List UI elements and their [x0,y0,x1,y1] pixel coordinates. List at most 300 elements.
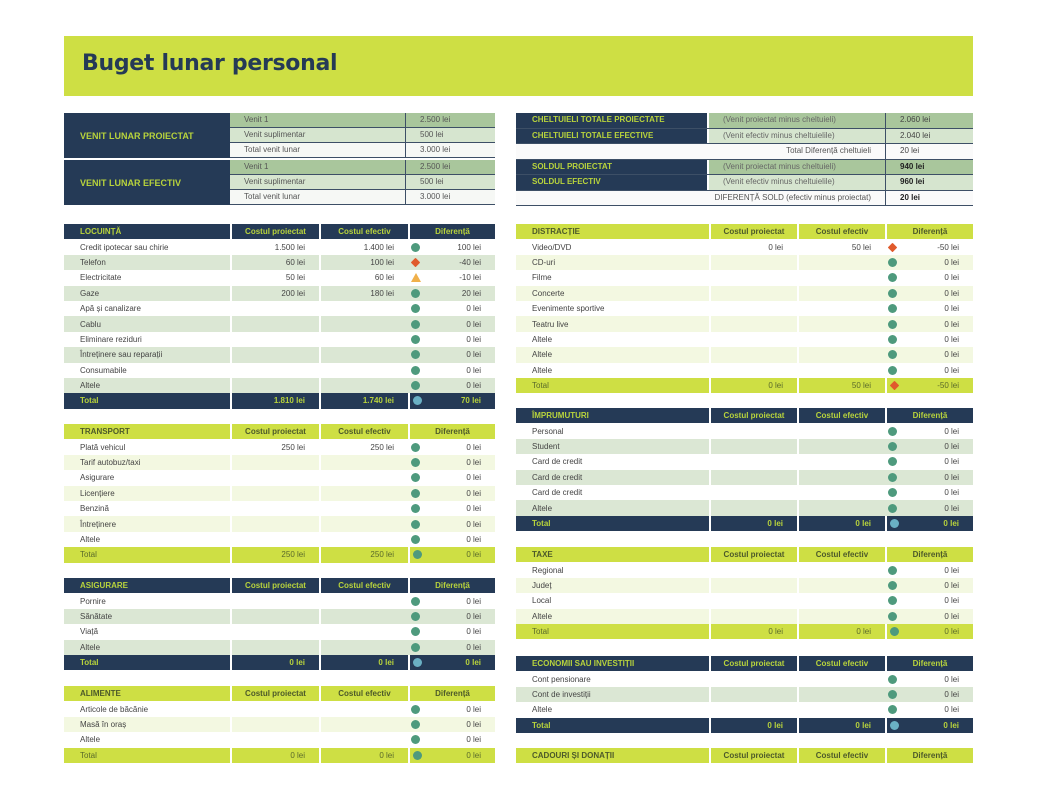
expense-row [64,301,495,316]
projected-cost-cell[interactable]: 60 lei [230,255,319,270]
difference-value: 0 lei [944,488,959,498]
actual-cost-cell[interactable] [319,624,408,639]
difference-value: 0 lei [944,304,959,314]
column-header-projected: Costul proiectat [230,578,319,593]
expense-name: Electricitate [80,273,122,283]
expense-name: Cablu [80,319,101,329]
difference-value: 0 lei [944,457,959,467]
actual-cost-cell[interactable] [319,593,408,608]
projected-cost-cell[interactable] [230,624,319,639]
status-ok-icon [890,627,899,636]
status-ok-icon [411,320,420,329]
difference-value: 0 lei [944,472,959,482]
actual-cost-cell[interactable] [797,316,885,331]
category-alimente [64,686,495,763]
expense-row [64,455,495,470]
status-ok-icon [888,705,897,714]
status-ok-icon [888,304,897,313]
actual-cost-cell[interactable] [797,500,885,515]
expense-name: Județ [532,580,552,590]
difference-value: 0 lei [944,273,959,283]
actual-cost-cell[interactable] [797,593,885,608]
expense-name: Plată vehicul [80,442,126,452]
expense-name: Benzină [80,504,109,514]
projected-cost-cell[interactable] [709,347,797,362]
difference-value: 0 lei [466,534,481,544]
total-actual: 1.740 lei [319,393,408,408]
projected-cost-cell[interactable] [709,609,797,624]
status-ok-icon [411,612,420,621]
projected-cost-cell[interactable] [230,363,319,378]
expense-row [516,239,973,254]
difference-value: 0 lei [466,365,481,375]
expense-summary [516,113,973,206]
column-header-actual: Costul efectiv [319,424,408,439]
column-header-projected: Costul proiectat [709,408,797,423]
projected-cost-cell[interactable] [709,671,797,686]
expense-name: Altele [532,503,553,513]
actual-cost-cell[interactable] [319,501,408,516]
status-ok-icon [890,721,899,730]
projected-cost-cell[interactable] [230,532,319,547]
status-ok-icon [411,735,420,744]
difference-value: 0 lei [466,642,481,652]
total-label: Total [532,720,551,730]
status-ok-icon [411,243,420,252]
projected-cost-cell[interactable] [709,454,797,469]
actual-cost-cell[interactable] [797,270,885,285]
status-ok-icon [888,273,897,282]
column-header-actual: Costul efectiv [797,547,885,562]
projected-cost-cell[interactable] [230,332,319,347]
expense-name: Întreținere [80,519,117,529]
expense-row [516,470,973,485]
summary-note: (Venit efectiv minus cheltuielile) [709,129,886,144]
actual-cost-cell[interactable]: 180 lei [319,286,408,301]
column-header-actual: Costul efectiv [319,686,408,701]
category-title: CADOURI ȘI DONAȚII [532,751,615,761]
column-header-diff: Diferență [408,578,495,593]
status-ok-icon [411,381,420,390]
difference-value: -50 lei [937,242,959,252]
projected-cost-cell[interactable] [709,500,797,515]
actual-cost-cell[interactable] [797,363,885,378]
total-actual: 250 lei [319,547,408,562]
status-ok-icon [888,289,897,298]
projected-cost-cell[interactable] [230,455,319,470]
expense-row [64,363,495,378]
expense-row [64,516,495,531]
difference-value: 0 lei [944,319,959,329]
difference-value: 0 lei [466,519,481,529]
difference-value: 0 lei [944,674,959,684]
projected-cost-cell[interactable] [709,363,797,378]
summary-note: (Venit proiectat minus cheltuieli) [709,113,886,128]
expense-name: Sănătate [80,611,113,621]
status-warn-icon [411,273,421,282]
actual-cost-cell[interactable] [319,640,408,655]
expense-row [64,732,495,747]
status-ok-icon [411,458,420,467]
status-ok-icon [888,488,897,497]
column-header-actual: Costul efectiv [319,224,408,239]
category-header [64,578,495,593]
summary-label: CHELTUIELI TOTALE EFECTIVE [516,129,709,144]
difference-value: 0 lei [466,504,481,514]
actual-cost-cell[interactable] [797,286,885,301]
difference-value: 0 lei [944,350,959,360]
expense-row [64,470,495,485]
actual-cost-cell[interactable] [797,423,885,438]
projected-cost-cell[interactable] [230,486,319,501]
status-ok-icon [413,396,422,405]
actual-cost-cell[interactable] [319,378,408,393]
projected-cost-cell[interactable] [709,485,797,500]
income-label: Total venit lunar [230,143,406,157]
actual-cost-cell[interactable]: 1.400 lei [319,239,408,254]
status-ok-icon [411,597,420,606]
difference-value: 0 lei [944,288,959,298]
expense-name: Consumabile [80,365,127,375]
income-value[interactable]: 500 lei [420,130,444,139]
income-value[interactable]: 2.500 lei [420,162,451,171]
projected-cost-cell[interactable] [709,702,797,717]
actual-cost-cell[interactable] [797,609,885,624]
category-header [64,224,495,239]
status-ok-icon [411,720,420,729]
expense-row [516,454,973,469]
projected-cost-cell[interactable] [709,562,797,577]
actual-cost-cell[interactable] [319,470,408,485]
actual-cost-cell[interactable] [319,532,408,547]
projected-cost-cell[interactable] [709,687,797,702]
income-value[interactable]: 500 lei [420,177,444,186]
status-ok-icon [411,350,420,359]
total-difference: 70 lei [460,396,481,406]
column-header-actual: Costul efectiv [797,656,885,671]
actual-cost-cell[interactable] [319,717,408,732]
expense-row [516,500,973,515]
actual-cost-cell[interactable] [797,470,885,485]
projected-cost-cell[interactable] [230,470,319,485]
expense-name: Altele [532,334,553,344]
column-header-diff: Diferență [408,224,495,239]
category-distractie [516,224,973,393]
income-row [230,113,495,128]
projected-cost-cell[interactable] [230,378,319,393]
difference-value: 0 lei [466,596,481,606]
actual-cost-cell[interactable] [319,701,408,716]
status-ok-icon [888,690,897,699]
actual-cost-cell[interactable] [797,578,885,593]
total-projected: 0 lei [230,748,319,763]
expense-row [516,485,973,500]
expense-row [64,347,495,362]
expense-row [64,378,495,393]
column-header-diff: Diferență [408,424,495,439]
actual-cost-cell[interactable] [797,439,885,454]
column-header-projected: Costul proiectat [709,224,797,239]
column-header-diff: Diferență [885,547,973,562]
total-projected: 0 lei [230,655,319,670]
total-actual: 0 lei [797,718,885,733]
projected-cost-cell[interactable]: 50 lei [230,270,319,285]
difference-value: -40 lei [459,257,481,267]
expense-row [516,687,973,702]
total-row [64,547,495,562]
expense-name: Concerte [532,288,565,298]
column-header-diff: Diferență [885,656,973,671]
total-label: Total [532,518,551,528]
status-ok-icon [411,473,420,482]
expense-row [516,562,973,577]
expense-row [64,609,495,624]
difference-value: 0 lei [466,719,481,729]
expense-row [64,239,495,254]
projected-cost-cell[interactable] [709,439,797,454]
actual-cost-cell[interactable] [797,255,885,270]
total-projected: 250 lei [230,547,319,562]
projected-cost-cell[interactable] [709,578,797,593]
projected-cost-cell[interactable] [230,516,319,531]
actual-cost-cell[interactable] [319,609,408,624]
status-ok-icon [411,535,420,544]
category-economii [516,656,973,733]
actual-cost-cell[interactable] [319,332,408,347]
column-header-diff: Diferență [885,748,973,763]
actual-cost-cell[interactable] [797,301,885,316]
total-row [516,718,973,733]
difference-value: 0 lei [944,334,959,344]
status-ok-icon [888,366,897,375]
difference-value: 0 lei [944,705,959,715]
expense-row [64,701,495,716]
total-row [64,655,495,670]
summary-row [516,129,973,145]
difference-value: 0 lei [944,580,959,590]
income-row [230,143,495,158]
projected-cost-cell[interactable] [230,501,319,516]
column-header-actual: Costul efectiv [319,578,408,593]
status-ok-icon [411,643,420,652]
expense-name: Card de credit [532,488,583,498]
category-title: LOCUINȚĂ [80,227,122,237]
total-row [516,516,973,531]
expense-name: Masă în oraș [80,719,127,729]
actual-cost-cell[interactable] [319,486,408,501]
total-actual: 50 lei [797,378,885,393]
projected-cost-cell[interactable] [709,332,797,347]
income-label: Venit suplimentar [230,128,406,142]
status-ok-icon [413,751,422,760]
expense-name: Apă și canalizare [80,304,141,314]
actual-cost-cell[interactable] [797,702,885,717]
status-ok-icon [411,705,420,714]
title-bar [64,36,973,96]
projected-cost-cell[interactable] [709,593,797,608]
column-header-projected: Costul proiectat [230,424,319,439]
status-ok-icon [411,366,420,375]
total-difference: 0 lei [465,658,481,668]
category-title: ÎMPRUMUTURI [532,411,589,421]
expense-name: Altele [80,642,101,652]
column-header-diff: Diferență [885,408,973,423]
projected-cost-cell[interactable] [709,470,797,485]
total-actual: 0 lei [319,655,408,670]
total-projected: 0 lei [709,624,797,639]
status-ok-icon [888,442,897,451]
expense-row [64,593,495,608]
difference-value: -10 lei [459,273,481,283]
actual-cost-cell[interactable]: 100 lei [319,255,408,270]
status-ok-icon [888,504,897,513]
total-row [516,624,973,639]
actual-cost-cell[interactable] [797,687,885,702]
actual-cost-cell[interactable] [797,347,885,362]
actual-cost-cell[interactable] [797,454,885,469]
total-difference: 0 lei [943,518,959,528]
difference-value: 20 lei [461,288,481,298]
column-header-projected: Costul proiectat [709,748,797,763]
summary-row [516,160,973,176]
actual-cost-cell[interactable]: 250 lei [319,439,408,454]
actual-cost-cell[interactable] [319,363,408,378]
total-label: Total [532,381,549,391]
expense-row [64,486,495,501]
expense-name: Pornire [80,596,106,606]
projected-cost-cell[interactable] [230,316,319,331]
category-taxe [516,547,973,639]
total-actual: 0 lei [797,516,885,531]
status-ok-icon [888,335,897,344]
category-asigurare [64,578,495,670]
projected-cost-cell[interactable] [230,717,319,732]
category-title: ECONOMII SAU INVESTIȚII [532,659,635,669]
projected-cost-cell[interactable] [230,732,319,747]
category-header [516,656,973,671]
actual-cost-cell[interactable] [797,332,885,347]
projected-cost-cell[interactable] [230,301,319,316]
projected-cost-cell[interactable] [709,423,797,438]
difference-value: 0 lei [466,457,481,467]
status-ok-icon [411,627,420,636]
expense-name: Asigurare [80,473,115,483]
status-ok-icon [888,457,897,466]
difference-value: 100 lei [457,242,481,252]
category-header [516,547,973,562]
projected-cost-cell[interactable]: 200 lei [230,286,319,301]
expense-name: Teatru live [532,319,569,329]
projected-cost-cell[interactable] [230,347,319,362]
category-header [64,686,495,701]
difference-value: 0 lei [466,350,481,360]
income-value: 3.000 lei [420,192,451,201]
actual-cost-cell[interactable] [319,455,408,470]
projected-cost-cell[interactable] [709,286,797,301]
projected-cost-cell[interactable]: 1.500 lei [230,239,319,254]
summary-label: DIFERENȚĂ SOLD (efectiv minus proiectat) [516,191,886,206]
total-projected: 0 lei [709,718,797,733]
total-difference: 0 lei [943,720,959,730]
status-ok-icon [411,304,420,313]
expense-name: Viață [80,627,99,637]
projected-cost-cell[interactable] [709,255,797,270]
expense-name: Student [532,441,560,451]
status-bad-icon [411,258,421,268]
difference-value: 0 lei [944,441,959,451]
difference-value: 0 lei [466,473,481,483]
total-row [516,378,973,393]
projected-cost-cell[interactable]: 0 lei [709,239,797,254]
difference-value: 0 lei [944,257,959,267]
status-ok-icon [888,612,897,621]
status-ok-icon [413,550,422,559]
total-row [64,748,495,763]
status-ok-icon [413,658,422,667]
projected-cost-cell[interactable] [230,593,319,608]
projected-cost-cell[interactable] [709,301,797,316]
expense-name: CD-uri [532,257,556,267]
actual-cost-cell[interactable]: 60 lei [319,270,408,285]
projected-cost-cell[interactable] [709,316,797,331]
expense-row [516,347,973,362]
expense-name: Altele [532,365,553,375]
actual-cost-cell[interactable] [319,347,408,362]
income-label: Total venit lunar [230,190,406,204]
status-ok-icon [888,350,897,359]
projected-cost-cell[interactable] [230,609,319,624]
status-ok-icon [411,443,420,452]
total-label: Total [80,396,99,406]
actual-cost-cell[interactable] [797,485,885,500]
income-label: Venit 1 [230,113,406,127]
total-actual: 0 lei [319,748,408,763]
category-imprumuturi [516,408,973,531]
expense-name: Altele [532,350,553,360]
status-ok-icon [411,504,420,513]
expense-row [516,593,973,608]
projected-cost-cell[interactable]: 250 lei [230,439,319,454]
expense-name: Eliminare reziduri [80,334,142,344]
difference-value: 0 lei [944,426,959,436]
difference-value: 0 lei [466,381,481,391]
income-row [230,128,495,143]
summary-value: 960 lei [886,175,973,190]
difference-value: 0 lei [466,442,481,452]
category-header [516,224,973,239]
projected-cost-cell[interactable] [230,640,319,655]
actual-cost-cell[interactable] [319,301,408,316]
total-difference: 0 lei [944,627,959,637]
expense-row [64,624,495,639]
actual-cost-cell[interactable] [319,316,408,331]
summary-value: 20 lei [886,191,973,206]
actual-cost-cell[interactable]: 50 lei [797,239,885,254]
projected-cost-cell[interactable] [709,270,797,285]
actual-cost-cell[interactable] [319,516,408,531]
expense-row [516,423,973,438]
summary-row [516,113,973,129]
income-value[interactable]: 2.500 lei [420,115,451,124]
status-ok-icon [411,489,420,498]
actual-cost-cell[interactable] [797,671,885,686]
expense-row [64,501,495,516]
actual-cost-cell[interactable] [319,732,408,747]
projected-cost-cell[interactable] [230,701,319,716]
expense-name: Întreținere sau reparații [80,350,163,360]
actual-cost-cell[interactable] [797,562,885,577]
expense-row [516,578,973,593]
